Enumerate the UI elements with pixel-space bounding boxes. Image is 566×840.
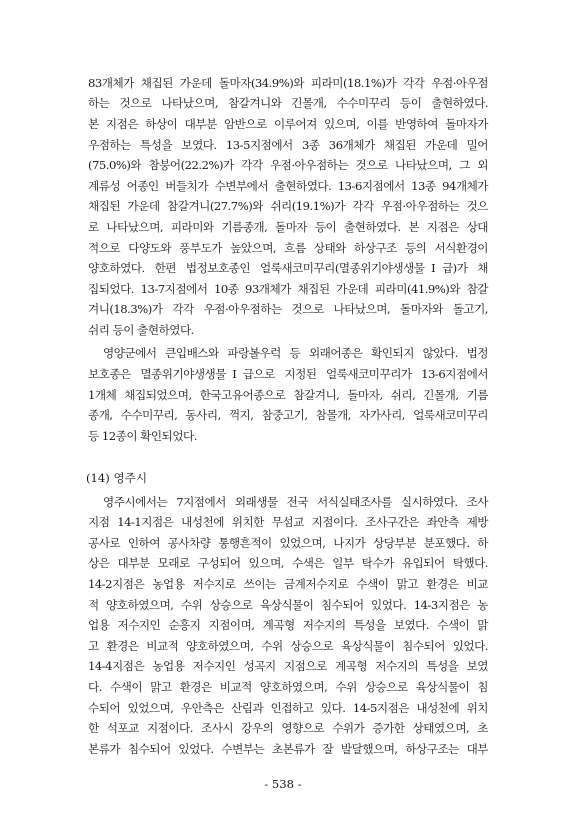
text-line: 로 나타났으며, 피라미와 기름종개, 돌마자 등이 출현하였다. 본 지점은 상대: [88, 220, 488, 234]
text-line: 채집된 가운데 참갈겨니(27.7%)와 쉬리(19.1%)가 각각 우점·아우점하는 것으: [88, 199, 488, 213]
text-line: 수되어 있었으며, 우안측은 산림과 인접하고 있다. 14-5지점은 내성천에 위치: [88, 701, 488, 715]
text-line: 83개체가 채집된 가운데 돌마자(34.9%)와 피라미(18.1%)가 각각 우점·아우점: [88, 76, 488, 90]
text-line: 종개, 수수미꾸리, 동사리, 꺽지, 참중고기, 참몰개, 자가사리, 얼룩새코미꾸리: [88, 408, 488, 422]
text-line: 본류가 침수되어 있었다. 수변부는 초본류가 잘 발달했으며, 하상구조는 대부: [88, 742, 488, 756]
text-line: 공사로 인하여 공사차량 통행흔적이 있었으며, 나지가 상당부분 분포했다. 하: [88, 536, 488, 550]
text-line: 양호하였다. 한편 법정보호종인 얼룩새코미꾸리(멸종위기야생생물Ⅰ급)가 채: [88, 261, 488, 275]
text-line: 계류성 어종인 버들치가 수변부에서 출현하였다. 13-6지점에서 13종 94개체가: [88, 179, 488, 193]
text-line: 14-4지점은 농업용 저수지인 성곡지 지점으로 계곡형 저수지의 특성을 보였: [88, 659, 488, 673]
text-line: 겨니(18.3%)가 각각 우점·아우점하는 것으로 나타났으며, 돌마자와 돌고기,: [88, 302, 488, 316]
text-line: 적으로 다양도와 풍부도가 높았으며, 흐름 상태와 하상구조 등의 서식환경이: [88, 241, 488, 255]
text-line: 하는 것으로 나타났으며, 참갈겨니와 긴몰개, 수수미꾸리 등이 출현하였다.: [88, 96, 488, 110]
text-line: 업용 저수지인 순흥지 지점이며, 계곡형 저수지의 특성을 보였다. 수색이 맑: [88, 618, 488, 632]
text-line: 집되었다. 13-7지점에서 10종 93개체가 채집된 가운데 피라미(41.9%)와 참갈: [88, 282, 488, 296]
page-number: - 538 -: [264, 777, 302, 791]
text-line: 본 지점은 하상이 대부분 암반으로 이루어져 있으며, 이를 반영하여 돌마자가: [88, 117, 488, 131]
text-line: (75.0%)와 참붕어(22.2%)가 각각 우점·아우점하는 것으로 나타났으며, 그 외: [88, 158, 488, 172]
text-line: 14-2지점은 농업용 저수지로 쓰이는 금계저수지로 수색이 맑고 환경은 비교: [88, 577, 488, 591]
text-line: 다. 수색이 맑고 환경은 비교적 양호하였으며, 수위 상승으로 육상식물이 침: [88, 680, 488, 694]
text-line: 한 석포교 지점이다. 조사시 강우의 영향으로 수위가 증가한 상태였으며, 초: [88, 721, 488, 735]
text-line: 우점하는 특성을 보였다. 13-5지점에서 3종 36개체가 채집된 가운데 밀어: [88, 138, 488, 152]
text-line: 쉬리 등이 출현하였다.: [88, 323, 194, 337]
text-line: 보호종은 멸종위기야생생물Ⅰ급으로 지정된 얼룩새코미꾸리가 13-6지점에서: [88, 367, 488, 381]
section-heading: (14) 영주시: [86, 471, 148, 485]
text-line: 영양군에서 큰입배스와 파랑볼우럭 등 외래어종은 확인되지 않았다. 법정: [103, 346, 488, 360]
text-line: 고 환경은 비교적 양호하였으며, 수위 상승으로 육상식물이 침수되어 있었다.: [88, 639, 488, 653]
text-line: 적 양호하였으며, 수위 상승으로 육상식물이 침수되어 있었다. 14-3지점은 농: [88, 598, 488, 612]
text-line: 등 12종이 확인되었다.: [88, 429, 197, 443]
text-line: 지점 14-1지점은 내성천에 위치한 무섬교 지점이다. 조사구간은 좌안측 제방: [88, 515, 488, 529]
text-line: 1개체 채집되었으며, 한국고유어종으로 참갈겨니, 돌마자, 쉬리, 긴몰개, 기름: [88, 388, 488, 402]
text-line: 상은 대부분 모래로 구성되어 있으며, 수색은 일부 탁수가 유입되어 탁했다.: [88, 556, 488, 570]
text-line: 영주시에서는 7지점에서 외래생물 전국 서식실태조사를 실시하였다. 조사: [103, 495, 488, 509]
